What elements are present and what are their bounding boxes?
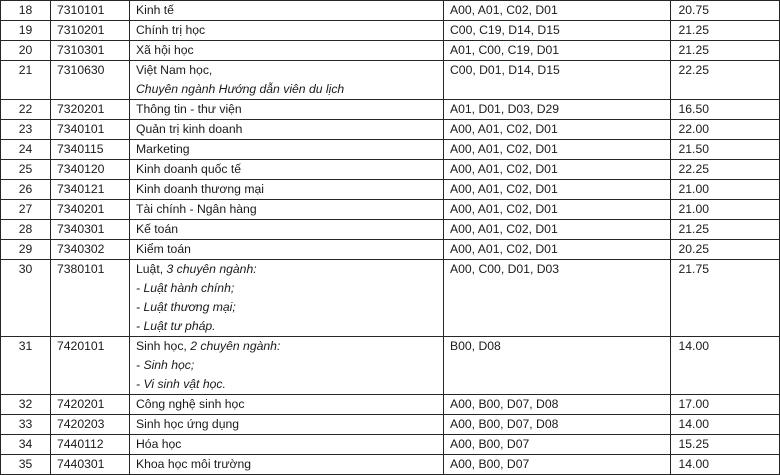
row-number: 26 [1, 180, 51, 200]
major-name-line: Hóa học [136, 437, 182, 451]
major-name-line: Kinh tế [136, 3, 174, 17]
table-row [1, 435, 780, 455]
major-name-line: Khoa học môi trường [136, 457, 252, 471]
cutoff-score: 22.00 [671, 120, 780, 140]
table-row [1, 395, 780, 415]
table-row [1, 100, 780, 120]
major-code: 7320201 [51, 100, 130, 120]
major-specialization: - Luật tư pháp. [136, 319, 216, 333]
row-number: 35 [1, 455, 51, 475]
row-number: 34 [1, 435, 51, 455]
major-name [130, 415, 444, 435]
table-row [1, 200, 780, 220]
cutoff-score: 15.25 [671, 435, 780, 455]
major-name [130, 260, 444, 337]
subject-combinations: A00, A01, C02, D01 [444, 180, 671, 200]
table-row [1, 180, 780, 200]
major-name-line: Kinh doanh thương mại [136, 182, 264, 196]
subject-combinations: A01, C00, C19, D01 [444, 41, 671, 61]
major-name [130, 395, 444, 415]
table-body [1, 1, 780, 475]
table-row [1, 337, 780, 395]
major-code: 7340121 [51, 180, 130, 200]
major-name-line: Marketing [136, 142, 190, 156]
major-code: 7340115 [51, 140, 130, 160]
cutoff-score: 22.25 [671, 160, 780, 180]
row-number: 30 [1, 260, 51, 337]
subject-combinations: A00, A01, C02, D01 [444, 240, 671, 260]
major-name-text: Luật, [136, 262, 167, 276]
table-row [1, 1, 780, 21]
major-name [130, 1, 444, 21]
major-name-line: Việt Nam học, [136, 63, 213, 77]
subject-combinations: B00, D08 [444, 337, 671, 395]
table-row [1, 220, 780, 240]
table-row [1, 61, 780, 100]
major-code: 7310101 [51, 1, 130, 21]
row-number: 29 [1, 240, 51, 260]
cutoff-score: 21.75 [671, 260, 780, 337]
cutoff-score: 21.25 [671, 220, 780, 240]
subject-combinations: A00, B00, D07, D08 [444, 415, 671, 435]
major-name [130, 220, 444, 240]
table-row [1, 140, 780, 160]
major-specialization-count: 3 chuyên ngành: [166, 262, 257, 276]
subject-combinations: A01, D01, D03, D29 [444, 100, 671, 120]
major-code: 7440112 [51, 435, 130, 455]
subject-combinations: A00, B00, D07 [444, 435, 671, 455]
cutoff-score: 21.25 [671, 21, 780, 41]
row-number: 23 [1, 120, 51, 140]
subject-combinations: A00, A01, C02, D01 [444, 1, 671, 21]
major-name [130, 100, 444, 120]
major-name [130, 140, 444, 160]
major-name [130, 337, 444, 395]
major-code: 7340201 [51, 200, 130, 220]
major-name-line: Thông tin - thư viện [136, 102, 242, 116]
major-name-line: Tài chính - Ngân hàng [136, 202, 257, 216]
subject-combinations: A00, B00, D07, D08 [444, 395, 671, 415]
major-name-line: Quản trị kinh doanh [136, 122, 243, 136]
major-name [130, 160, 444, 180]
table-row [1, 41, 780, 61]
table-row [1, 455, 780, 475]
major-name-line: Chính trị học [136, 23, 206, 37]
major-code: 7310201 [51, 21, 130, 41]
row-number: 33 [1, 415, 51, 435]
row-number: 22 [1, 100, 51, 120]
cutoff-score: 17.00 [671, 395, 780, 415]
major-name [130, 435, 444, 455]
major-specialization: - Luật hành chính; [136, 281, 235, 295]
table-row [1, 120, 780, 140]
major-name-line: Xã hội học [136, 43, 194, 57]
subject-combinations: A00, A01, C02, D01 [444, 120, 671, 140]
cutoff-score: 21.25 [671, 41, 780, 61]
major-code: 7310301 [51, 41, 130, 61]
subject-combinations: C00, D01, D14, D15 [444, 61, 671, 100]
table-row [1, 240, 780, 260]
row-number: 21 [1, 61, 51, 100]
cutoff-score: 14.00 [671, 337, 780, 395]
major-name [130, 61, 444, 100]
row-number: 27 [1, 200, 51, 220]
major-name-line: Sinh học ứng dụng [136, 417, 240, 431]
major-specialization: Chuyên ngành Hướng dẫn viên du lịch [136, 82, 345, 96]
major-code: 7340302 [51, 240, 130, 260]
major-name [130, 41, 444, 61]
row-number: 18 [1, 1, 51, 21]
major-name [130, 240, 444, 260]
cutoff-score: 14.00 [671, 455, 780, 475]
subject-combinations: A00, A01, C02, D01 [444, 220, 671, 240]
major-name-text: Sinh học, [136, 339, 191, 353]
major-name [130, 21, 444, 41]
major-code: 7420201 [51, 395, 130, 415]
row-number: 28 [1, 220, 51, 240]
cutoff-score: 21.00 [671, 180, 780, 200]
major-code: 7440301 [51, 455, 130, 475]
cutoff-score: 21.50 [671, 140, 780, 160]
row-number: 32 [1, 395, 51, 415]
major-specialization: - Sinh học; [136, 358, 195, 372]
row-number: 19 [1, 21, 51, 41]
table-row [1, 260, 780, 337]
table-row [1, 21, 780, 41]
major-name-line: Kiểm toán [136, 242, 191, 256]
cutoff-score: 16.50 [671, 100, 780, 120]
major-name-line: Công nghệ sinh học [136, 397, 245, 411]
major-code: 7380101 [51, 260, 130, 337]
major-code: 7420203 [51, 415, 130, 435]
major-name [130, 200, 444, 220]
row-number: 20 [1, 41, 51, 61]
subject-combinations: A00, A01, C02, D01 [444, 160, 671, 180]
major-code: 7340101 [51, 120, 130, 140]
subject-combinations: A00, A01, C02, D01 [444, 200, 671, 220]
row-number: 24 [1, 140, 51, 160]
major-code: 7420101 [51, 337, 130, 395]
subject-combinations: C00, C19, D14, D15 [444, 21, 671, 41]
major-specialization-count: 2 chuyên ngành: [190, 339, 281, 353]
major-name-line: Kế toán [136, 222, 179, 236]
cutoff-score: 20.75 [671, 1, 780, 21]
subject-combinations: A00, B00, D07 [444, 455, 671, 475]
cutoff-score: 21.00 [671, 200, 780, 220]
major-name-line [136, 337, 437, 356]
major-name [130, 180, 444, 200]
cutoff-score: 14.00 [671, 415, 780, 435]
table-row [1, 160, 780, 180]
cutoff-score: 22.25 [671, 61, 780, 100]
major-code: 7340120 [51, 160, 130, 180]
cutoff-score: 20.25 [671, 240, 780, 260]
major-name-line [136, 260, 437, 279]
major-specialization: - Vi sinh vật học. [136, 377, 226, 391]
table-row [1, 415, 780, 435]
major-code: 7340301 [51, 220, 130, 240]
major-specialization: - Luật thương mại; [136, 300, 236, 314]
row-number: 31 [1, 337, 51, 395]
subject-combinations: A00, A01, C02, D01 [444, 140, 671, 160]
subject-combinations: A00, C00, D01, D03 [444, 260, 671, 337]
row-number: 25 [1, 160, 51, 180]
major-name [130, 120, 444, 140]
major-code: 7310630 [51, 61, 130, 100]
major-name-line: Kinh doanh quốc tế [136, 162, 242, 176]
major-name [130, 455, 444, 475]
